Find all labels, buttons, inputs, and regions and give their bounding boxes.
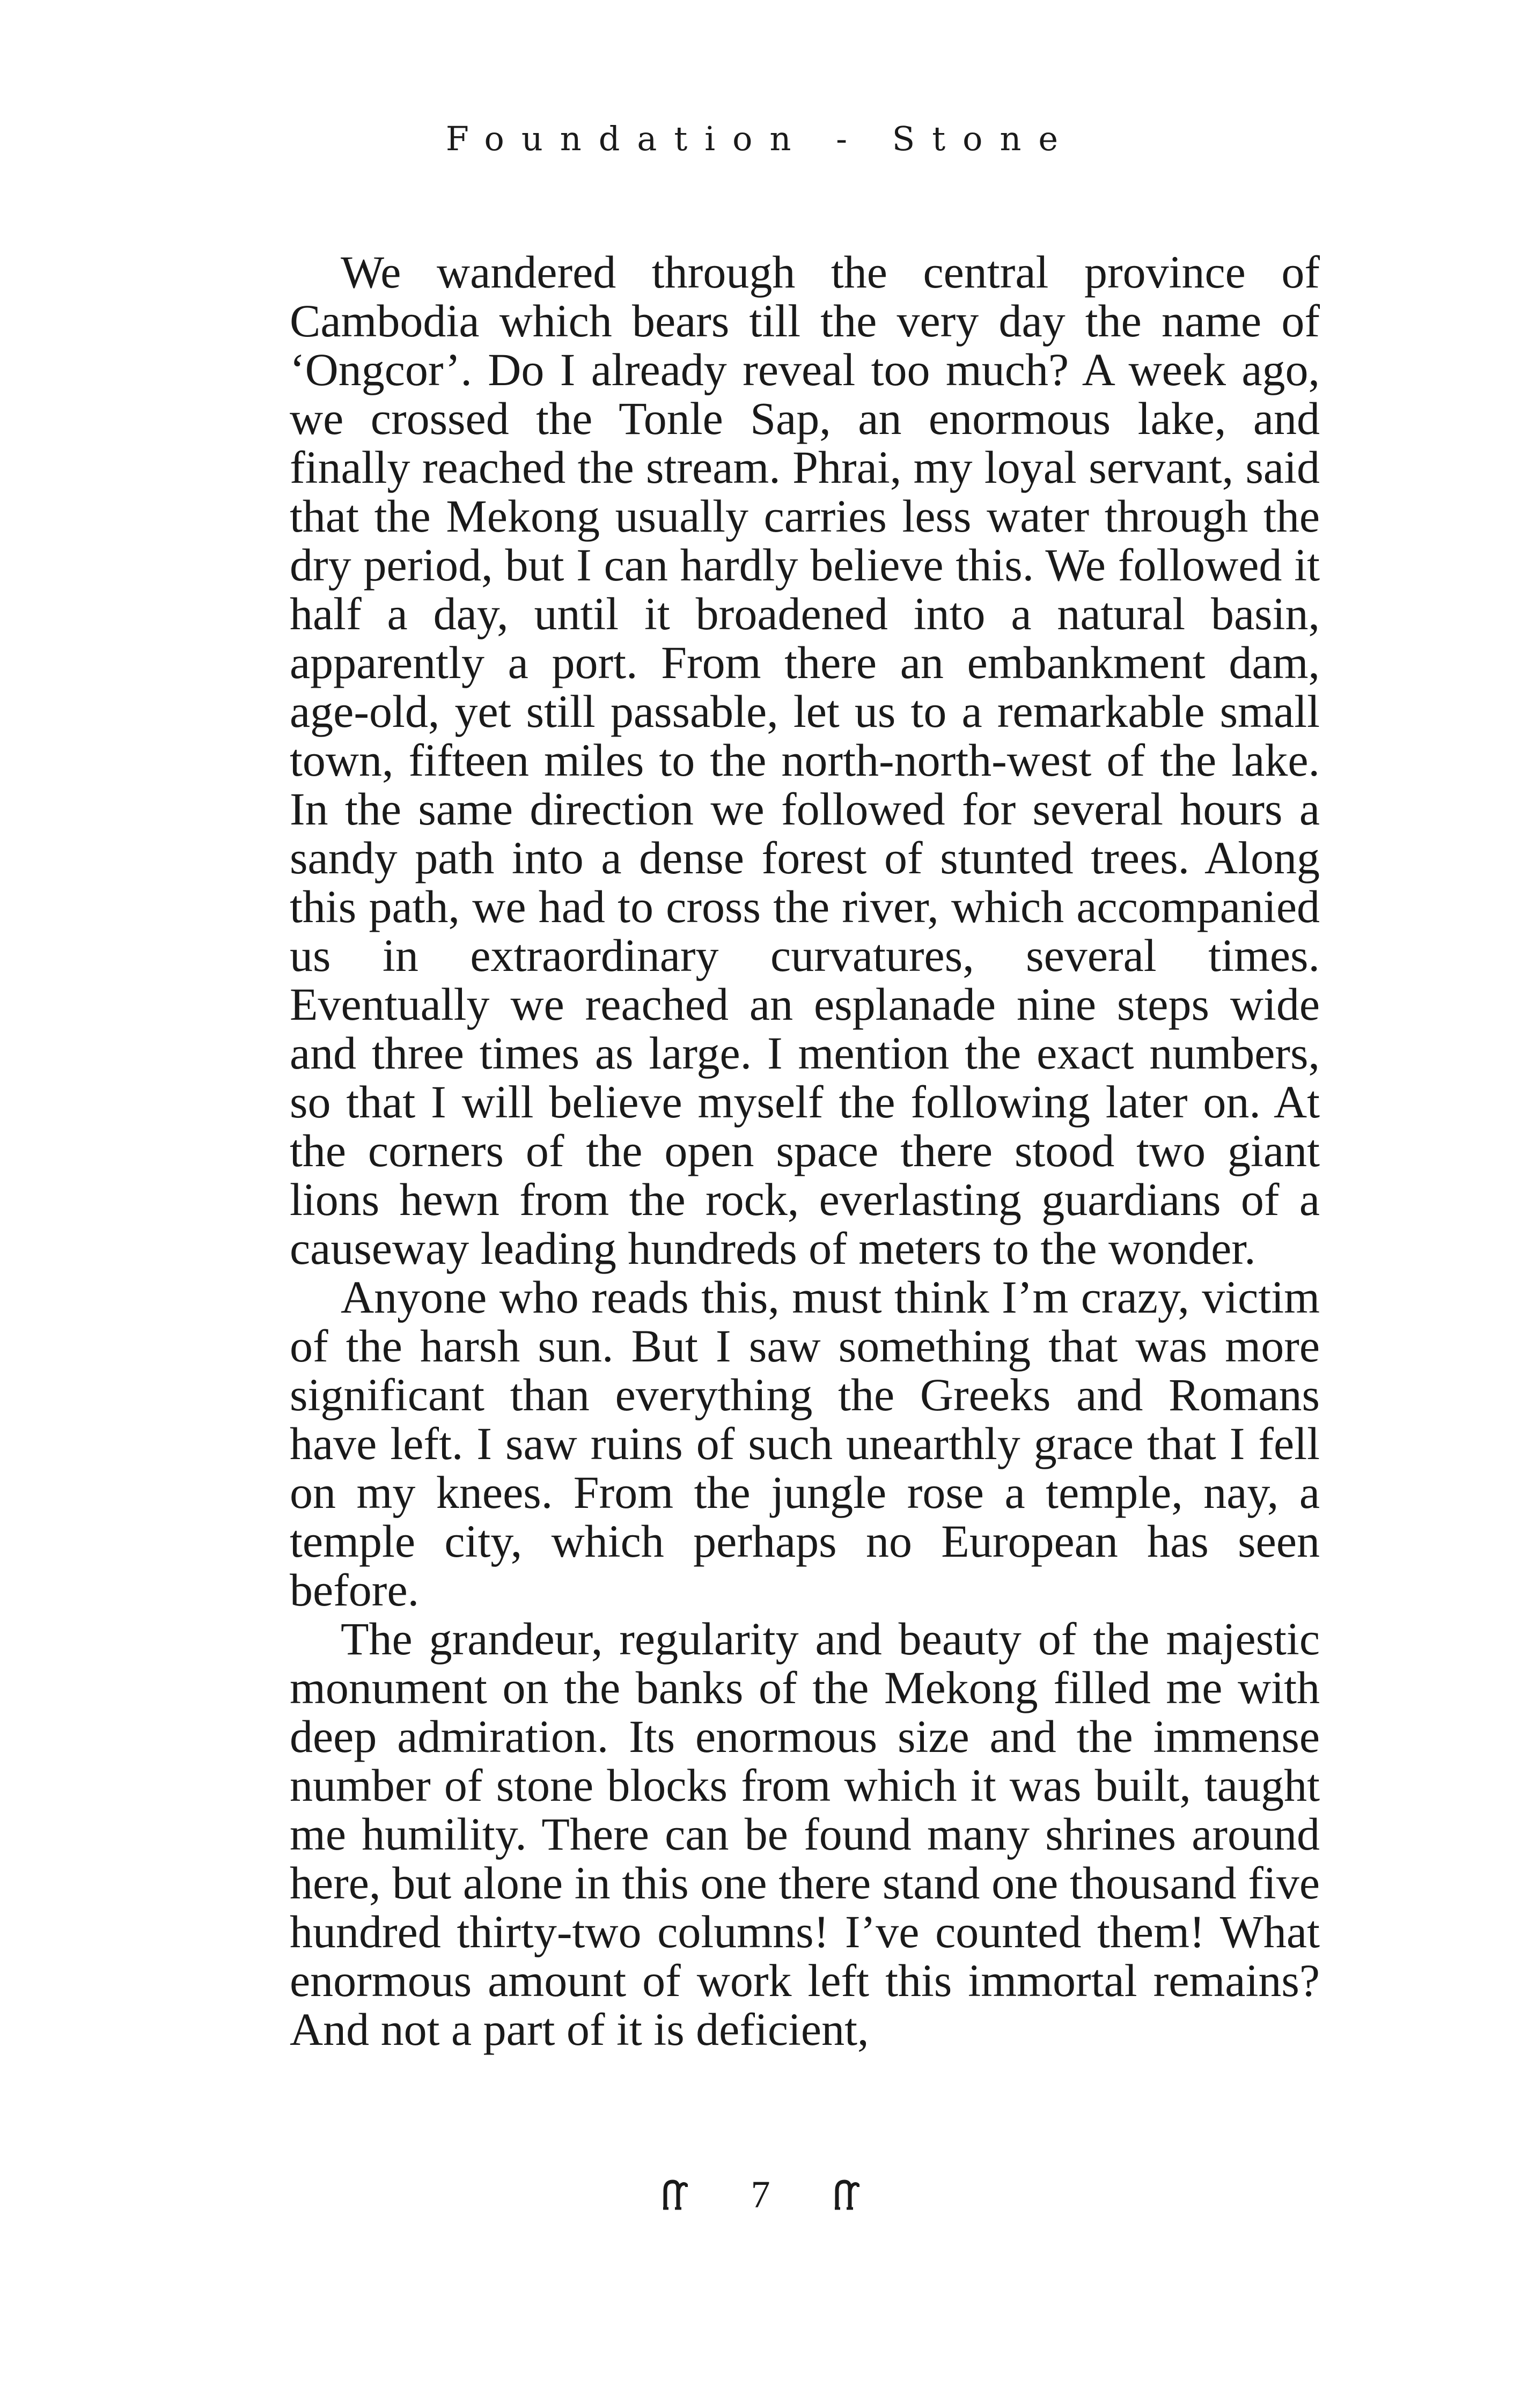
- paragraph-2: Anyone who reads this, must think I’m crazy, victim of the harsh sun. But I saw something that was more significant than everything the Greeks and Romans have left. I saw ruins of such unearthly grace that I fell on my knees. From the jungle rose a temple, nay, a temple city, which perhaps no European has seen before.: [290, 1271, 1320, 1616]
- paragraph-3: The grandeur, regularity and beauty of the majestic monument on the banks of the Mekong filled me with deep admiration. Its enormous size and the immense number of stone blocks from which it was built, taught me humility. There can be found many shrines around here, but alone in this one there stand one thousand five hundred thirty-two columns! I’ve counted them! What enormous amount of work left this immortal remains? And not a part of it is deficient,: [290, 1613, 1320, 2055]
- paragraph-1: We wandered through the central province of Cambodia which bears till the very day the name of ‘Ongcor’. Do I already reveal too much? A week ago, we crossed the Tonle Sap, an enormous lake, and finally reached the stream. Phrai, my loyal servant, said that the Mekong usually carries less water through the dry period, but I can hardly believe this. We followed it half a day, until it broadened into a natural basin, apparently a port. From there an embankment dam, age-old, yet still passable, let us to a remarkable small town, fifteen miles to the north-north-west of the lake. In the same direction we followed for several hours a sandy path into a dense forest of stunted trees. Along this path, we had to cross the river, which accompanied us in extraordinary curvatures, several times. Eventually we reached an esplanade nine steps wide and three times as large. I mention the exact numbers, so that I will believe myself the following later on. At the corners of the open space there stood two giant lions hewn from the rock, everlasting guardians of a causeway leading hundreds of meters to the wonder.: [290, 246, 1320, 1274]
- body-text: [290, 248, 1320, 2054]
- left-ornament-icon: [662, 2178, 688, 2211]
- running-head: Foundation - Stone: [445, 119, 1076, 158]
- folio: [0, 2171, 1521, 2214]
- page-number: 7: [751, 2173, 770, 2216]
- right-ornament-icon: [834, 2178, 859, 2211]
